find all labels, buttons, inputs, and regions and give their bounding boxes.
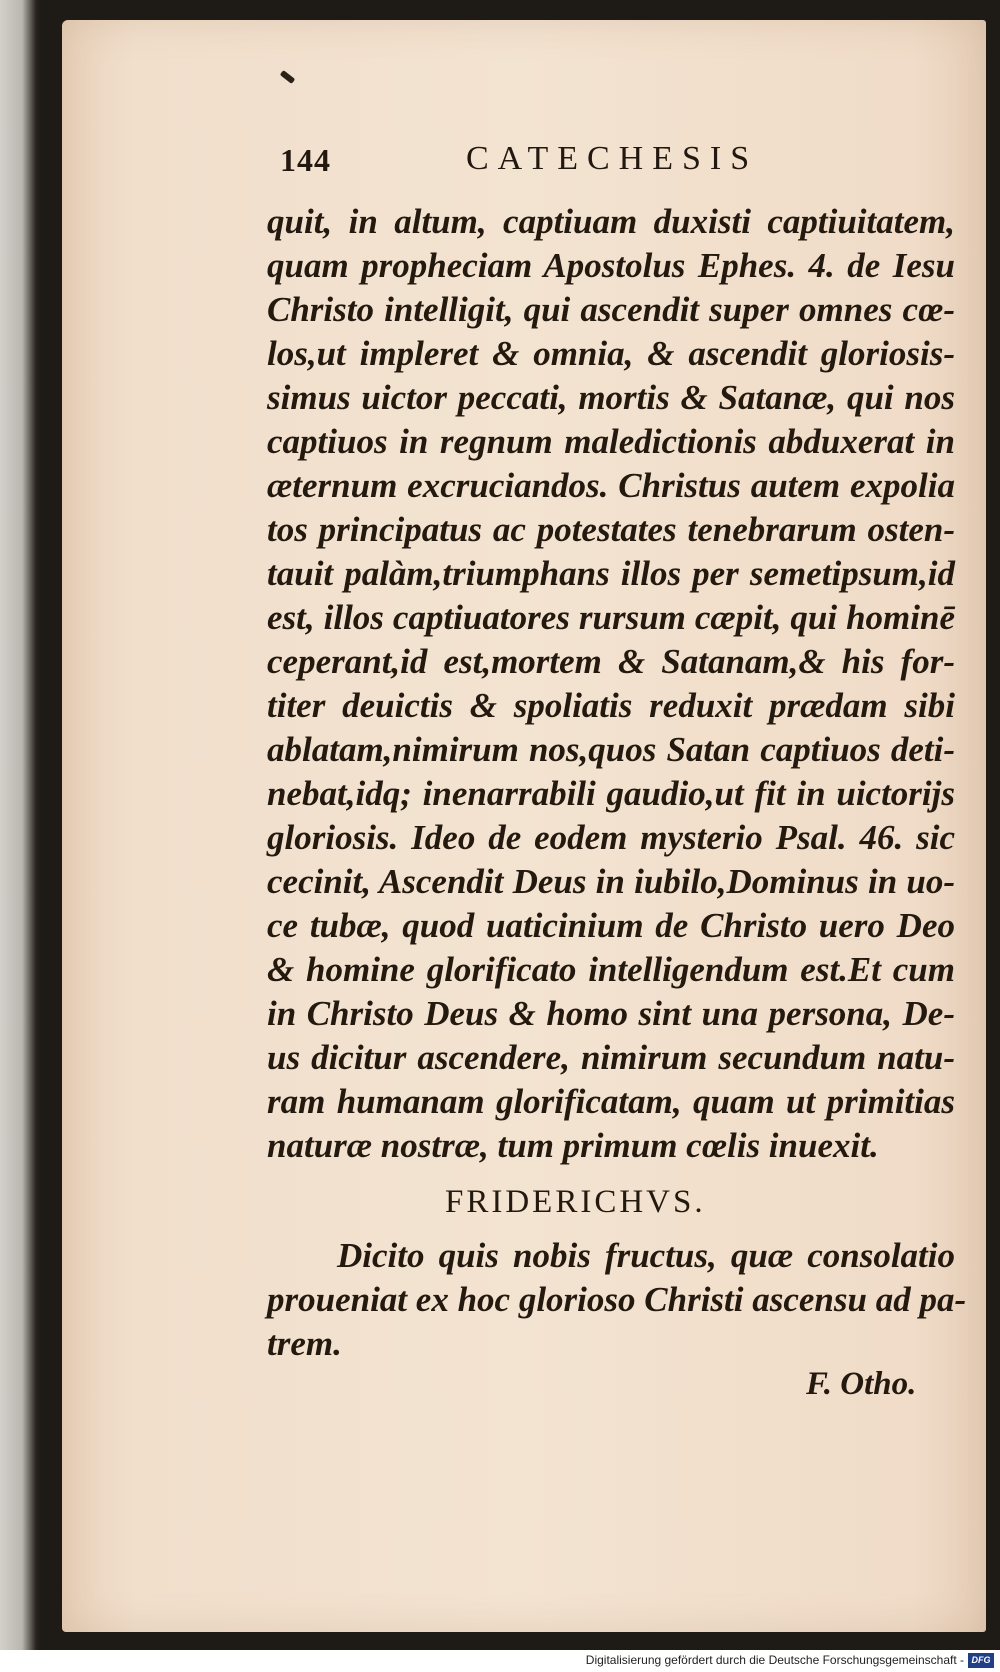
text-line: ablatam,nimirum nos,quos Satan captiuos deti- — [267, 730, 955, 769]
text-line: cecinit, Ascendit Deus in iubilo,Dominus in uo- — [267, 862, 955, 901]
question-line: Dicito quis nobis fructus, quæ consolatio — [337, 1236, 955, 1275]
footer-credit: Digitalisierung gefördert durch die Deutsche Forschungsgemeinschaft - — [585, 1653, 964, 1667]
catchword: F. Otho. — [806, 1366, 917, 1402]
text-line: ce tubæ, quod uaticinium de Christo uero Deo — [267, 906, 955, 945]
running-title: CATECHESIS — [466, 140, 759, 177]
text-line: quam propheciam Apostolus Ephes. 4. de Iesu — [267, 246, 955, 285]
running-head — [280, 138, 920, 186]
text-line: tos principatus ac potestates tenebrarum osten- — [267, 510, 955, 549]
question-text — [267, 1234, 967, 1366]
question-line: proueniat ex hoc glorioso Christi ascensu ad pa- — [267, 1280, 967, 1319]
text-line-last: naturæ nostræ, tum primum cœlis inuexit. — [267, 1126, 879, 1165]
speaker-heading: FRIDERICHVS. — [445, 1184, 706, 1220]
text-line: Christo intelligit, qui ascendit super omnes cœ- — [267, 290, 955, 329]
text-line: æternum excruciandos. Christus autem expolia — [267, 466, 955, 505]
dfg-logo[interactable]: DFG — [968, 1653, 994, 1668]
text-line: captiuos in regnum maledictionis abduxerat in — [267, 422, 955, 461]
text-line: est, illos captiuatores rursum cæpit, qui hominē — [267, 598, 955, 637]
text-line: los,ut impleret & omnia, & ascendit gloriosis- — [267, 334, 955, 373]
text-line: quit, in altum, captiuam duxisti captiuitatem, — [267, 202, 955, 241]
text-line: ceperant,id est,mortem & Satanam,& his for- — [267, 642, 955, 681]
page-number: 144 — [280, 142, 331, 178]
text-line: us dicitur ascendere, nimirum secundum natu- — [267, 1038, 955, 1077]
body-text — [267, 200, 955, 1168]
digitization-footer — [0, 1650, 1000, 1672]
text-line: simus uictor peccati, mortis & Satanæ, qui nos — [267, 378, 955, 417]
text-line: gloriosis. Ideo de eodem mysterio Psal. 46. sic — [267, 818, 955, 857]
book-spine — [0, 0, 40, 1650]
text-line: titer deuictis & spoliatis reduxit prædam sibi — [267, 686, 955, 725]
text-line: ram humanam glorificatam, quam ut primitias — [267, 1082, 955, 1121]
question-line-last: trem. — [267, 1324, 342, 1363]
text-line: nebat,idq; inenarrabili gaudio,ut fit in uictorijs — [267, 774, 955, 813]
text-line: in Christo Deus & homo sint una persona, De- — [267, 994, 955, 1033]
text-line: & homine glorificato intelligendum est.Et cum — [267, 950, 955, 989]
text-line: tauit palàm,triumphans illos per semetipsum,id — [267, 554, 955, 593]
